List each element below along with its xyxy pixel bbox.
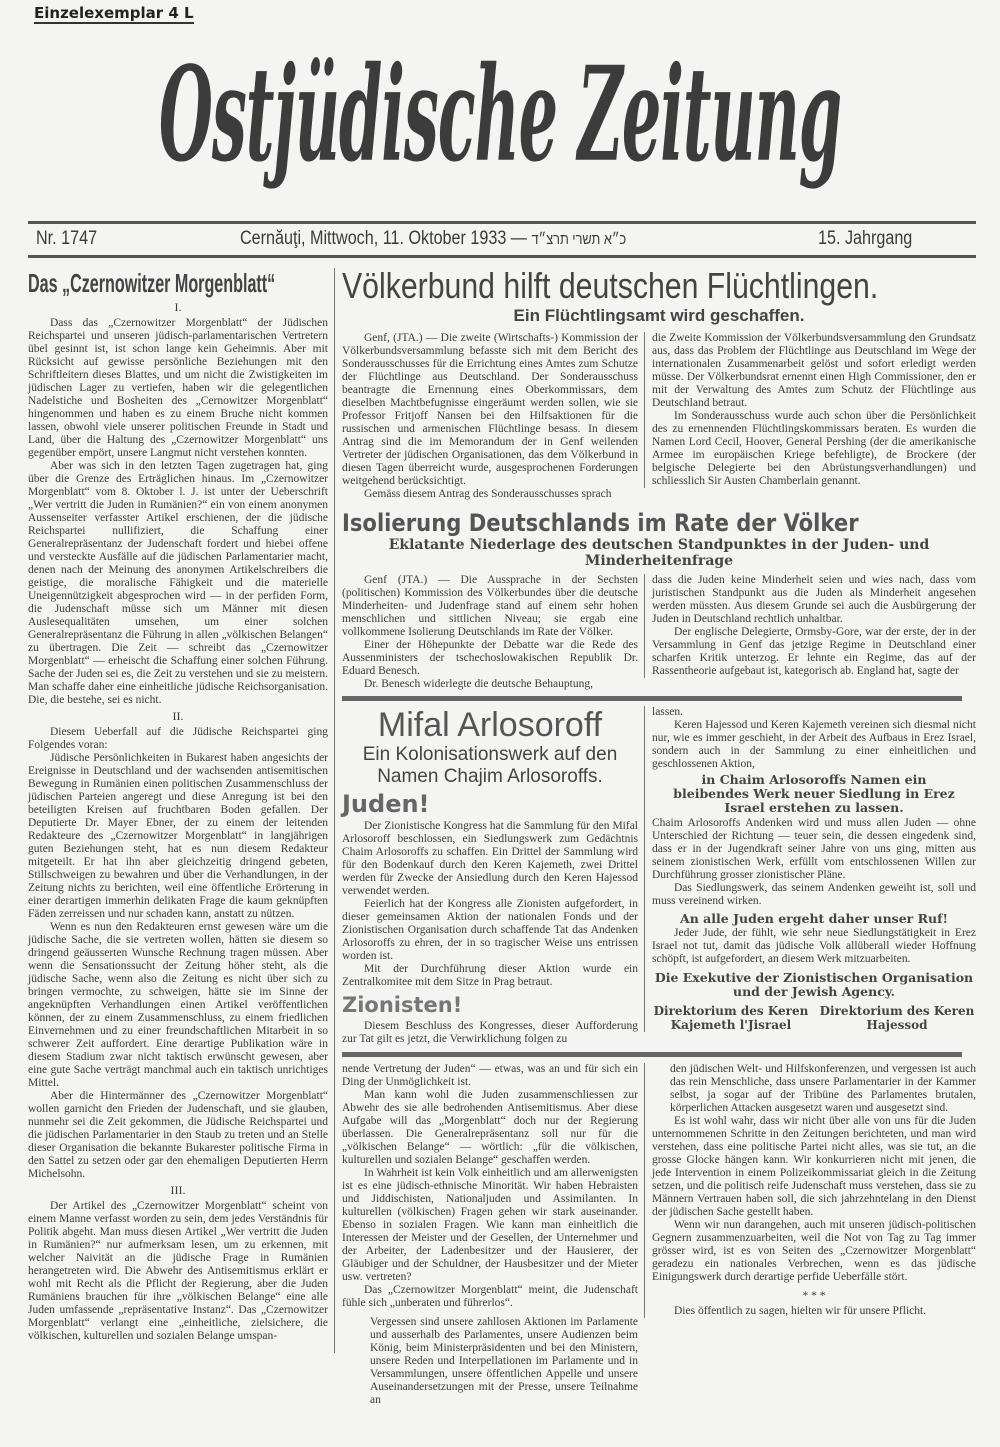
paragraph: Diesem Ueberfall auf die Jüdische Reichspartei ging Folgendes voran: bbox=[28, 726, 328, 751]
article-isolierung bbox=[342, 509, 976, 569]
call-zionisten: Zionisten! bbox=[342, 993, 463, 1017]
paragraph: Genf, (JTA.) — Die zweite (Wirtschafts-) Kommission der Völkerbundsversammlung befasste sich mit dem Bericht des Sonderausschusses für die Errichtung eines Amtes zum Schutze der Flüchtlinge aus Deutschland. Der Sonderausschuss beantragte die Ernennung eines Oberkommissars, dem dieselben Machtbefugnisse eingeräumt werden sollen, wie sie Professor Fritjoff Nansen bei den Hilfsaktionen für die russischen und armenischen Flüchtlinge besass. In diesem Antrag sind die im Memorandum der in Genf weilenden Vertreter der jüdischen Organisationen, das dem Völkerbund in diesen Tagen überreicht wurde, ausgesprochenen Forderungen weitgehend berücksichtigt. bbox=[342, 332, 638, 487]
paragraph: Aber was sich in den letzten Tagen zugetragen hat, ging über die Grenze des Erträglichen hinaus. Im „Czernowitzer Morgenblatt“ vom 8. Oktober l. J. ist unter der Ueberschrift „Wer vertritt die Juden in Rumänien?“ ein von einem anonymen Aussenseiter verfasster Artikel erschienen, der die jüdische Reichspartei nullifiziert, die Schaffung einer Generalrepräsentanz der Judenschaft fordert und hiebei offene und versteckte Ausfälle auf die jüdischen Parlamentarier macht, denen nach der Meinung des anonymen Artikelschreibers die geistige, die moralische Fähigkeit und die materielle Uneigennützigkeit abgesprochen wird — in der perfiden Form, die Judenschaft müsse sich um Männer mit diesen Auslesequalitäten umsehen, um einer solchen Generalrepräsentanz die Führung in allen „völkischen Belangen“ zu übertragen. Die Zeit — schreibt das „Czernowitzer Morgenblatt“ — erheischt die Schaffung einer solchen Führung. Sache der Juden sei es, die Zeit zu verstehen und sie zu meistern. Man schaffe daher eine einheitliche jüdische Reichsorganisation. Die, die bestehe, sei es nicht. bbox=[28, 460, 328, 706]
article-voelkerbund bbox=[342, 266, 976, 326]
signature-executive: Die Exekutive der Zionistischen Organisation und der Jewish Agency. bbox=[654, 970, 974, 999]
masthead-rule-bottom bbox=[28, 255, 976, 258]
paragraph: nende Vertretung der Juden“ — etwas, was an und für sich ein Ding der Unmöglichkeit ist. bbox=[342, 1063, 638, 1088]
paragraph: In Wahrheit ist kein Volk einheitlich und am allerwenigsten ist es eine jüdisch-ethnische Minorität. Wir haben Hebraisten und Jiddischisten, Nationaljuden und Assimilanten. In kulturellen (völkischen) Fragen gehen wir stark auseinander. Ebenso in sozialen Fragen. Wie kann man einheitlich die Interessen der Meister und der Gesellen, der Unternehmer und der Arbeiter, der Ladenbesitzer und der Hausierer, der Gläubiger und der Schuldner, der Hausbesitzer und der Mieter usw. vertreten? bbox=[342, 1167, 638, 1283]
paragraph: Jüdische Persönlichkeiten in Bukarest haben angesichts der Ereignisse in Deutschland und der wachsenden antisemitischen Bewegung in Rumänien einen politischen Zusammenschluss der jüdischen Parteien angeregt und diese Anregung ist bei den beteiligten Kreisen auf fruchtbaren Boden gefallen. Der Deputierte Dr. Mayer Ebner, der zu einem der leitenden Redakteure des „Czernowitzer Morgenblatt“ in langjährigen guten Beziehungen steht, hat es nun diesem Redakteur mitgeteilt. Er hat ihn aber gleichzeitig dringend gebeten, Stillschweigen zu bewahren und über die Verhandlungen, in der Zeitung nichts zu berichten, weil eine öffentliche Erörterung in einer derartigen immerhin delikaten Frage die kaum geknüpften Fäden zerreissen und nur schaden kann, anstatt zu nützen. bbox=[28, 752, 328, 920]
article-body bbox=[28, 301, 328, 1343]
paragraph: Man kann wohl die Juden zusammenschliessen zur Abwehr des sie alle bedrohenden Antisemitismus. Aber diese Aufgabe will das „Morgenblatt“ doch nur der Regierung überlassen. Die Generalrepräsentanz soll nur für die „völkischen Belange“ — wörtlich: „für die völkischen, kulturellen und sozialen Belange“ geschaffen werden. bbox=[342, 1089, 638, 1166]
paragraph: Diesem Beschluss des Kongresses, dieser Aufforderung zur Tat gilt es jetzt, die Verwirklichung folgen zu bbox=[342, 1020, 638, 1045]
headline: Mifal Arlosoroff bbox=[377, 706, 603, 744]
subheadline: Ein Kolonisationswerk auf den Namen Chajim Arlosoroffs. bbox=[362, 744, 618, 787]
article-morgenblatt bbox=[28, 268, 335, 1353]
paragraph: Feierlich hat der Kongress alle Zionisten aufgefordert, in dieser gemeinsamen Aktion der nationalen Fonds und der Zionistischen Organisation durch schaffende Tat das Andenken Arlosoroffs zu ehren, der in so tragischer Weise uns entrissen worden ist. bbox=[342, 898, 638, 962]
paragraph: Im Sonderausschuss wurde auch schon über die Persönlichkeit des zu ernennenden Flüchtlingskommissars beraten. Es wurden die Namen Lord Cecil, Hoover, General Pershing (der die amerikanische Armee im europäischen Kriege befehligte), de Brockere (der belgische Delegierte bei den Abrüstungsverhandlungen) und schliesslich Sir Austen Chamberlain genannt. bbox=[652, 410, 976, 487]
hebrew-date: כ״א תשרי תרצ״ד bbox=[531, 231, 627, 248]
paragraph: Der englische Delegierte, Ormsby-Gore, war der erste, der in der Versammlung in Genf das jetzige Regime in Deutschland einer scharfen Kritik unterzog. Er lehnte ein Regime, das auf der Rassentheorie aufgebaut ist, kategorisch ab. England hat, sagte der bbox=[652, 626, 976, 677]
paragraph: dass die Juden keine Minderheit seien und wies nach, dass vom juristischen Standpunkt aus die Juden als Minderheit angesehen werden müssten. Aus diesem Grunde sei auch die Ausbürgerung der Juden in Deutschland rechtlich unhaltbar. bbox=[652, 574, 976, 625]
paragraph: die Zweite Kommission der Völkerbundsversammlung den Grundsatz aus, dass das Problem der Flüchtlinge aus Deutschland im Wege der internationalen Zusammenarbeit gelöst und sofort erledigt werden müsse. Der Völkerbundsrat ernennt einen High Commissioner, den er mit der Verwaltung des Amtes zum Schutz der Flüchtlinge aus Deutschland betraut. bbox=[652, 332, 976, 409]
isolierung-col-1 bbox=[342, 574, 644, 691]
signatures bbox=[652, 1004, 976, 1032]
paragraph: Dass das „Czernowitzer Morgenblatt“ der Jüdischen Reichspartei und unseren jüdisch-parlamentarischen Vertretern übel gesinnt ist, ist schon lange kein Geheimnis. Aber mit Rücksicht auf gewisse persönliche Beziehungen mit den Schriftleitern dieses Blattes, und um nicht die Zwistigkeiten im jüdischen Lager zu vertiefen, haben wir die gelegentlichen Nadelstiche und Bosheiten des „Cernowitzer Morgenblatt“ hingenommen und haben es zu einem Bruche nicht kommen lassen, obwohl viele unserer politischen Freunde in Stadt und Land, über die Haltung des „Czernowitzer Morgenblatt“ uns gegenüber empört, unsere Langmut nicht verstehen konnten. bbox=[28, 317, 328, 459]
section-rule bbox=[342, 696, 962, 701]
bold-statement: in Chaim Arlosoroffs Namen ein bleibendes Werk neuer Siedlung in Erez Israel erstehen zu lassen. bbox=[673, 772, 955, 815]
dateline bbox=[240, 228, 626, 250]
morgenblatt-continuation bbox=[342, 1063, 976, 1407]
arlosoroff-col-2 bbox=[644, 706, 976, 1032]
voelkerbund-col-2 bbox=[644, 332, 976, 488]
paragraph: Der Zionistische Kongress hat die Sammlung für den Mifal Arlosoroff beschlossen, ein Siedlungswerk zum Gedächtnis Chaim Arlosoroffs zu schaffen. Ein Drittel der Sammlung wird für den Bodenkauf durch den Keren Kajemeth, zwei Drittel werden für Zwecke der Ansiedlung durch den Keren Hajessod verwendet werden. bbox=[342, 820, 638, 897]
paragraph: Aber die Hintermänner des „Czernowitzer Morgenblatt“ wollen garnicht den Frieden der Judenschaft, und sie glauben, nunmehr sei die Zeit gekommen, die Jüdische Reichspartei und die jüdischen Parlamentarier in den Staub zu treten und an Stelle dieser Organisation die bekannte Bukarester politische Firma in den Sattel zu setzen oder gar den ehemaligen Deputierten Herrn Michelsohn. bbox=[28, 1090, 328, 1180]
voelkerbund-col-1 bbox=[342, 332, 644, 501]
headline: Isolierung Deutschlands im Rate der Völker bbox=[342, 509, 859, 537]
date-text: Cernăuţi, Mittwoch, 11. Oktober 1933 — bbox=[240, 228, 527, 249]
paragraph: Es ist wohl wahr, dass wir nicht über alle von uns für die Juden unternommenen Schritte in den Zeitungen berichteten, und man wird verstehen, dass eine politische Partei nicht alles, was sie tut, an die grosse Glocke hängen kann. Wir konkurrieren nicht mit jenen, die jede Intervention in einem Polizeikommissariat gleich in die Zeitung setzen, und die politisch reife Judenschaft muss verstehen, dass sie zu Männern Vertrauen haben soll, die sich jahrzehntelang in den Dienst der jüdischen Sache gestellt haben. bbox=[652, 1115, 976, 1218]
section-number: II. bbox=[172, 709, 184, 723]
signature-kh: Direktorium des Keren Hajessod bbox=[819, 1004, 975, 1032]
arlosoroff-col-1 bbox=[342, 706, 644, 1046]
morgenblatt-continuation-col-2 bbox=[644, 1063, 976, 1318]
paragraph: den jüdischen Welt- und Hilfskonferenzen, und vergessen ist auch das rein Menschliche, dass unsere Parlamentarier in der Kammer selbst, ja sogar auf der Tribüne des Parlamentes brutalen, körperlichen Attacken ausgesetzt waren und ausgesetzt sind. bbox=[670, 1063, 976, 1114]
paragraph: Wenn es nun den Redakteuren ernst gewesen wäre um die jüdische Sache, die sie vertreten wollen, hätten sie diesem so dringend geäusserten Wunsche Rechnung tragen müssen. Aber wenn die Sensationssucht der Zeitung höher steht, als die jüdische Sache, wenn also die Zeitung es nicht über sich zu bringen vermochte, zu schweigen, hätte sie im Sinne der angeknüpften Verhandlungen einen Artikel veröffentlichen können, der zu einem Zusammenschluss, zu einem friedlichen Einvernehmen und zu einer freundschaftlichen Mitarbeit in so schwerer Zeit auffordert. Eine derartige Publikation wäre in diesem Stadium zwar nicht taktisch erwünscht gewesen, aber eine gute Sache verträgt manchmal auch ein taktisch unrichtiges Mittel. bbox=[28, 921, 328, 1089]
paragraph: lassen. bbox=[652, 706, 683, 718]
paragraph: Wenn wir nun darangehen, auch mit unseren jüdisch-politischen Gegnern zusammenzuarbeiten, weil die Not von Tag zu Tag immer grösser wird, ist es von Seiten des „Czernowitzer Morgenblatt“ geradezu ein nationales Verbrechen, wenn es das jüdische Einigungswerk durch derartige perfide Ueberfälle stört. bbox=[652, 1219, 976, 1283]
paragraph: Das „Czernowitzer Morgenblatt“ meint, die Judenschaft fühle sich „unberaten und führerlos“. bbox=[342, 1284, 638, 1309]
separator-stars: * * * bbox=[802, 1290, 826, 1302]
paragraph: Der Artikel des „Czernowitzer Morgenblatt“ scheint von einem Manne verfasst worden zu sein, dem jedes Verständnis für Politik abgeht. Man muss diesen Artikel „Wer vertritt die Juden in Rumänien?“ nur aufmerksam lesen, um zu erkennen, mit welcher Naivität an die jüdische Frage in Rumänien herangetreten wird. Die Abwehr des Antisemitismus erklärt er wohl mit Recht als die Pflicht der Regierung, aber die Juden Rumäniens brauchen für ihre „völkischen Belange“ eine alle Juden umfassende „repräsentative Instanz“. Das „Czernowitzer Morgenblatt“ verlangt eine „einheitliche, zielsichere, die völkischen, kulturellen und sozialen Belange umspan- bbox=[28, 1200, 328, 1342]
subheadline: Ein Flüchtlingsamt wird geschaffen. bbox=[513, 306, 805, 325]
paragraph: Dr. Benesch widerlegte die deutsche Behauptung, bbox=[364, 678, 593, 690]
right-region bbox=[342, 266, 976, 1417]
paragraph: Gemäss diesem Antrag des Sonderausschusses sprach bbox=[364, 488, 612, 500]
article-arlosoroff bbox=[342, 706, 976, 1046]
signature-kkl: Direktorium des Keren Kajemeth l'Jisrael bbox=[653, 1004, 809, 1032]
paragraph: Genf (JTA.) — Die Aussprache in der Sechsten (politischen) Kommission des Völkerbundes über die deutsche Minderheiten- und Judenfrage stand auf einem sehr hohen menschlichen und sittlichen Niveau; sie ergab eine vollkommene Isolierung Deutschlands im Rate der Völker. bbox=[342, 574, 638, 638]
paragraph: Vergessen sind unsere zahllosen Aktionen im Parlamente und ausserhalb des Parlamentes, unsere Audienzen beim König, beim Ministerpräsidenten und bei den Ministern, unsere Reden und Interpellationen im Parlamente und in Versammlungen, unsere öffentlichen Appelle und unsere Auseinandersetzungen mit der Presse, unsere Teilnahme an bbox=[370, 1316, 638, 1406]
headline: Völkerbund hilft deutschen Flüchtlingen. bbox=[342, 265, 879, 306]
section-rule bbox=[342, 1052, 962, 1057]
call-all-jews: An alle Juden ergeht daher unser Ruf! bbox=[680, 911, 948, 926]
paragraph: Jeder Jude, der fühlt, wie sehr neue Siedlungstätigkeit in Erez Israel not tut, damit das jüdische Volk allüberall wieder Hoffnung schöpft, ist aufgefordert, an diesem Werk mitzuarbeiten. bbox=[652, 927, 976, 965]
article-title: Das „Czernowitzer Morgenblatt“ bbox=[28, 268, 276, 298]
newspaper-title: Ostjüdische Zeitung bbox=[158, 37, 842, 192]
price-label: Einzelexemplar 4 L bbox=[34, 4, 194, 22]
volume-label: 15. Jahrgang bbox=[818, 228, 913, 249]
paragraph: Keren Hajessod und Keren Kajemeth vereinen sich diesmal nicht nur, wie es immer geschieht, in der Arbeit des Aufbaus in Erez Israel, sondern auch in der Sammlung zu einer einheitlichen und geschlossenen Aktion, bbox=[652, 719, 976, 770]
section-number: III. bbox=[170, 1183, 186, 1197]
call-juden: Juden! bbox=[342, 790, 430, 818]
issue-number: Nr. 1747 bbox=[36, 228, 98, 249]
paragraph: Dies öffentlich zu sagen, hielten wir für unsere Pflicht. bbox=[674, 1305, 927, 1317]
isolierung-col-2 bbox=[644, 574, 976, 678]
paragraph: Mit der Durchführung dieser Aktion wurde ein Zentralkomitee mit dem Sitze in Prag betraut. bbox=[342, 963, 638, 988]
section-number: I. bbox=[174, 300, 182, 314]
morgenblatt-continuation-col-1 bbox=[342, 1063, 644, 1407]
masthead-rule-top bbox=[28, 221, 976, 224]
paragraph: Einer der Höhepunkte der Debatte war die Rede des Aussenministers der tschechoslowakischen Republik Dr. Eduard Benesch. bbox=[342, 639, 638, 677]
paragraph: Das Siedlungswerk, das seinem Andenken geweiht ist, soll und muss vereinend wirken. bbox=[652, 882, 976, 907]
subheadline: Eklatante Niederlage des deutschen Standpunktes in der Juden- und Minderheitenfrage bbox=[388, 537, 930, 569]
paragraph: Chaim Arlosoroffs Andenken wird und muss allen Juden — ohne Unterschied der Richtung — teuer sein, die dessen eingedenk sind, dass er in der Jugendkraft seiner Jahre von uns ging, mitten aus seinem zionistischen Werk, erfüllt vom entschlossenen Willen zur Durchführung grosser zionistischer Pläne. bbox=[652, 817, 976, 881]
